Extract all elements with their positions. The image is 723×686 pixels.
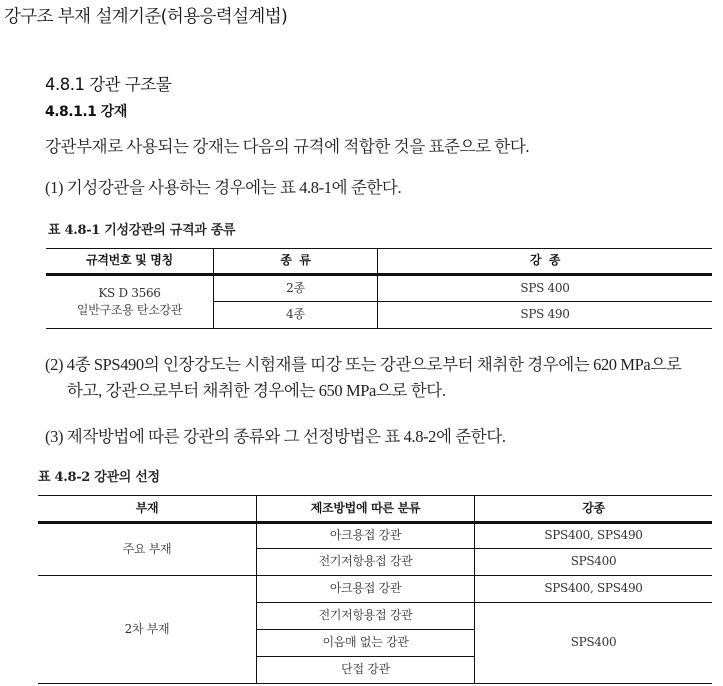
table-2-method-cell: 아크용접 강관 bbox=[329, 528, 402, 543]
table-1-header-spec: 규격번호 및 명칭 bbox=[86, 253, 173, 268]
subsection-heading: 4.8.1.1 강재 bbox=[45, 104, 127, 120]
table-1-grade-cell: SPS 400 bbox=[520, 280, 570, 295]
table-2-method-cell: 아크용접 강관 bbox=[329, 581, 402, 596]
table-1-type-cell: 2종 bbox=[286, 280, 305, 295]
table-1-type-cell: 4종 bbox=[286, 307, 305, 322]
table-1-spec-code: KS D 3566 bbox=[98, 285, 161, 300]
table-2-grade-cell: SPS400, SPS490 bbox=[544, 581, 643, 596]
table-1-spec-cell bbox=[46, 276, 213, 328]
table-2-grade-cell: SPS400 bbox=[570, 554, 617, 569]
table-1-grade-cell: SPS 490 bbox=[520, 307, 570, 322]
item-2-paragraph-line-2: 하고, 강관으로부터 채취한 경우에는 650 MPa으로 한다. bbox=[67, 381, 446, 400]
table-2-method-cell: 전기저항용접 강관 bbox=[318, 608, 413, 623]
table-2-method-cell: 전기저항용접 강관 bbox=[318, 554, 413, 569]
table-2-header-member: 부재 bbox=[135, 500, 159, 515]
table-2-method-cell: 단접 강관 bbox=[341, 662, 390, 677]
table-2-member-cell: 주요 부재 bbox=[122, 541, 172, 556]
table-2-bottom-border bbox=[38, 683, 712, 684]
intro-paragraph: 강관부재로 사용되는 강재는 다음의 규격에 적합한 것을 표준으로 한다. bbox=[45, 137, 530, 156]
document-title: 강구조 부재 설계기준(허용응력설계법) bbox=[4, 7, 288, 27]
table-1-caption: 표 4.8-1 기성강관의 규격과 종류 bbox=[48, 223, 236, 238]
table-1-header-type: 종 류 bbox=[280, 253, 311, 268]
table-2-header-method: 제조방법에 따른 분류 bbox=[310, 500, 421, 515]
item-3-paragraph: (3) 제작방법에 따른 강관의 종류와 그 선정방법은 표 4.8-2에 준한다. bbox=[45, 427, 506, 446]
item-2-paragraph-line-1: (2) 4종 SPS490의 인장강도는 시험재를 띠강 또는 강관으로부터 채취한 경우에는 620 MPa으로 bbox=[45, 355, 682, 374]
table-2-header-grade: 강종 bbox=[582, 500, 605, 515]
section-heading: 4.8.1 강관 구조물 bbox=[45, 75, 172, 94]
table-1-bottom-border bbox=[46, 328, 712, 329]
table-2-caption: 표 4.8-2 강관의 선정 bbox=[38, 470, 160, 485]
table-1-header-grade: 강 종 bbox=[529, 253, 561, 268]
table-1-spec-name: 일반구조용 탄소강관 bbox=[76, 303, 183, 317]
table-2-grade-cell: SPS400, SPS490 bbox=[544, 528, 643, 543]
item-1-paragraph: (1) 기성강관을 사용하는 경우에는 표 4.8-1에 준한다. bbox=[45, 178, 402, 197]
table-2-member-cell: 2차 부재 bbox=[124, 621, 170, 636]
table-2-method-cell: 이음매 없는 강관 bbox=[322, 635, 409, 650]
table-2-grade-cell: SPS400 bbox=[570, 635, 617, 650]
